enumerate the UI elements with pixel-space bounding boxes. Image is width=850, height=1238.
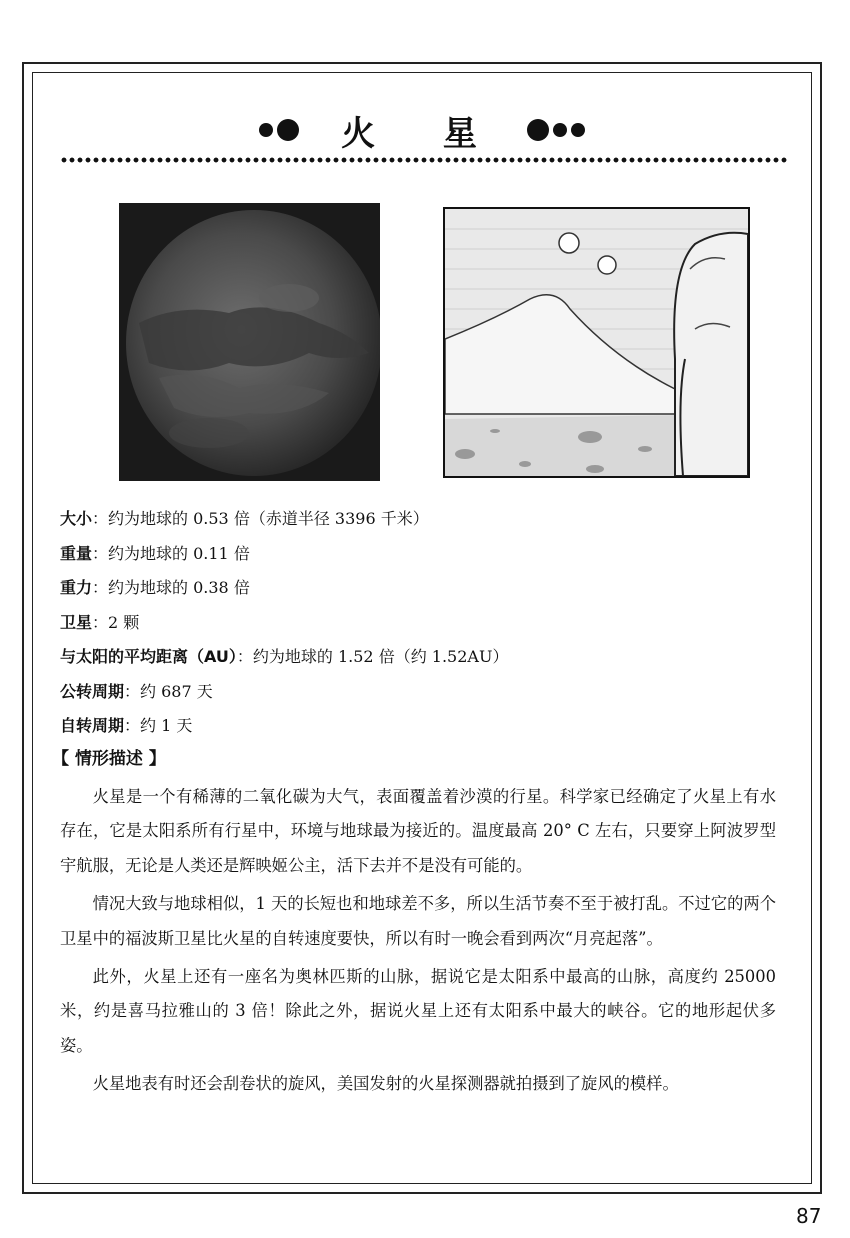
paragraph: 此外，火星上还有一座名为奥林匹斯的山脉，据说它是太阳系中最高的山脉，高度约 25000 米，约是喜马拉雅山的 3 倍！除此之外，据说火星上还有太阳系中最大的峡谷。它的地形起伏多姿。: [60, 967, 776, 1055]
fact-label: 重力: [60, 578, 93, 597]
fact-value: ：约为地球的 1.52 倍（约 1.52AU）: [236, 647, 509, 666]
dot-icon: [259, 123, 273, 137]
fact-label: 大小: [60, 509, 93, 528]
title-dots-left: [259, 119, 299, 141]
fact-mass: [60, 537, 800, 572]
fact-label: 自转周期: [60, 716, 125, 735]
facts-list: [60, 502, 800, 744]
section-heading: 【 情形描述 】: [52, 749, 166, 769]
fact-orbital-period: [60, 675, 800, 710]
fact-label: 卫星: [60, 612, 93, 632]
fact-size: [60, 502, 800, 537]
mars-photo: [119, 203, 380, 481]
paragraph: 火星地表有时还会刮卷状的旋风，美国发射的火星探测器就拍摄到了旋风的模样。: [92, 1074, 679, 1094]
fact-value: ：约为地球的 0.38 倍: [92, 578, 250, 597]
fact-value: ：约 687 天: [124, 681, 213, 701]
paragraph: 火星是一个有稀薄的二氧化碳为大气，表面覆盖着沙漠的行星。科学家已经确定了火星上有水存在，它是太阳系所有行星中，环境与地球最为接近的。温度最高 20° C 左右，只要穿上阿波罗型宇航服，无论是人类还是辉映姬公主，活下去并不是没有可能的。: [60, 787, 776, 875]
dot-icon: [553, 123, 567, 137]
dot-icon: [277, 119, 299, 141]
mars-landscape-drawing: [445, 209, 748, 476]
page-number: 87: [796, 1204, 822, 1228]
fact-value: ：2 颗: [92, 612, 140, 632]
title-dots-right: [527, 119, 585, 141]
fact-label: 与太阳的平均距离（AU）: [60, 647, 237, 666]
fact-value: ：约为地球的 0.53 倍（赤道半径 3396 千米）: [92, 509, 429, 528]
description-body: [60, 780, 776, 1106]
dotted-divider: [60, 156, 788, 164]
dot-icon: [527, 119, 549, 141]
fact-moons: [60, 606, 800, 641]
fact-distance: [60, 640, 800, 675]
fact-value: ：约为地球的 0.11 倍: [92, 543, 250, 563]
fact-value: ：约 1 天: [124, 716, 193, 735]
dot-icon: [571, 123, 585, 137]
fact-gravity: [60, 571, 800, 606]
fact-rotation-period: [60, 709, 800, 744]
title-row: [32, 100, 812, 160]
page-title: 火 星: [341, 113, 505, 154]
manga-illustration: [443, 207, 750, 478]
paragraph: 情况大致与地球相似，1 天的长短也和地球差不多，所以生活节奏不至于被打乱。不过它的两个卫星中的福波斯卫星比火星的自转速度要快，所以有时一晚会看到两次“月亮起落”。: [60, 894, 776, 948]
fact-label: 重量: [60, 543, 93, 563]
fact-label: 公转周期: [60, 681, 125, 701]
mars-globe-image: [119, 203, 380, 481]
